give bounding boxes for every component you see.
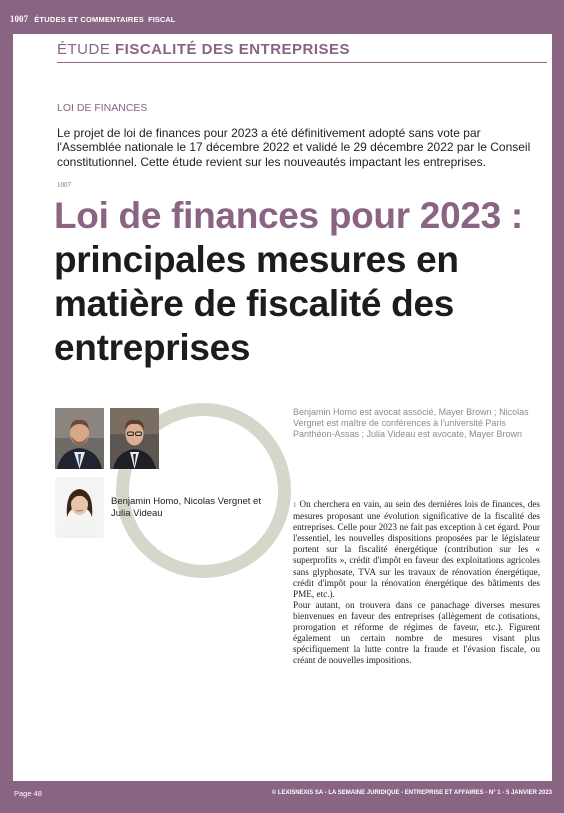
article-title xyxy=(54,194,549,370)
author-photo-nicolas-vergnet xyxy=(110,408,159,469)
study-banner xyxy=(57,41,350,58)
authors: Benjamin Homo, Nicolas Vergnet et Julia Videau xyxy=(111,496,261,519)
lead-paragraph: Le projet de loi de finances pour 2023 a été définitivement adopté sans vote par l'Assemblée nationale le 17 décembre 2022 et validé le 29 décembre 2022 par le Conseil constitutionnel. Cette étude revient sur les nouveautés impactant les entreprises. xyxy=(57,126,531,169)
header-subsection: FISCAL xyxy=(148,15,176,24)
author-photo-julia-videau xyxy=(55,477,104,538)
body-paragraph xyxy=(293,499,540,600)
header-bar xyxy=(0,0,564,34)
title-rest: principales mesures en matière de fiscalité des entreprises xyxy=(54,239,459,368)
title-highlight: Loi de finances pour 2023 : xyxy=(54,195,523,236)
body-text xyxy=(293,499,540,666)
header-section: ÉTUDES ET COMMENTAIRES xyxy=(34,15,144,24)
author-bio: Benjamin Homo est avocat associé, Mayer Brown ; Nicolas Vergnet est maître de conférences à l'université Paris Panthéon-Assas ; Julia Videau est avocate, Mayer Brown xyxy=(293,407,529,439)
author-photo-benjamin-homo xyxy=(55,408,104,469)
article-reference: 1007 xyxy=(57,181,71,189)
study-prefix: ÉTUDE xyxy=(57,41,111,58)
header-article-number: 1007 xyxy=(10,14,28,24)
page xyxy=(13,34,552,781)
divider xyxy=(57,62,547,63)
kicker: LOI DE FINANCES xyxy=(57,102,148,114)
study-label: FISCALITÉ DES ENTREPRISES xyxy=(115,41,351,58)
publication-info: © LEXISNEXIS SA - LA SEMAINE JURIDIQUE - ENTREPRISE ET AFFAIRES - N° 1 - 5 JANVIER 2023 xyxy=(271,790,552,796)
paragraph-number: 1 xyxy=(293,501,297,509)
page-number: Page 48 xyxy=(14,789,42,798)
body-paragraph: Pour autant, on trouvera dans ce panachage diverses mesures bienvenues en faveur des entreprises (allègement de cotisations, prorogation et réforme de régimes de faveur, etc.). Figurent également un certain nombre de mesures visant plus spécifiquement la lutte contre la fraude et l'évasion fiscale, ou créant de nouvelles impositions. xyxy=(293,599,540,666)
paragraph-text: On cherchera en vain, au sein des dernières lois de finances, des mesures proposant une évolution significative de la fiscalité des entreprises. Celle pour 2023 ne fait pas exception à cet égard. Pour l'essentiel, les nouvelles dispositions proposées par le législateur portent sur la fiscalité énergétique (contribution sur les « superprofits », crédit d'impôt en faveur des exploitations agricoles sans glyphosate, TVA sur les travaux de rénovation énergétique, crédit d'impôt pour la rénovation énergétique des bâtiments des PME, etc.). xyxy=(293,499,540,599)
header-text xyxy=(10,14,175,24)
